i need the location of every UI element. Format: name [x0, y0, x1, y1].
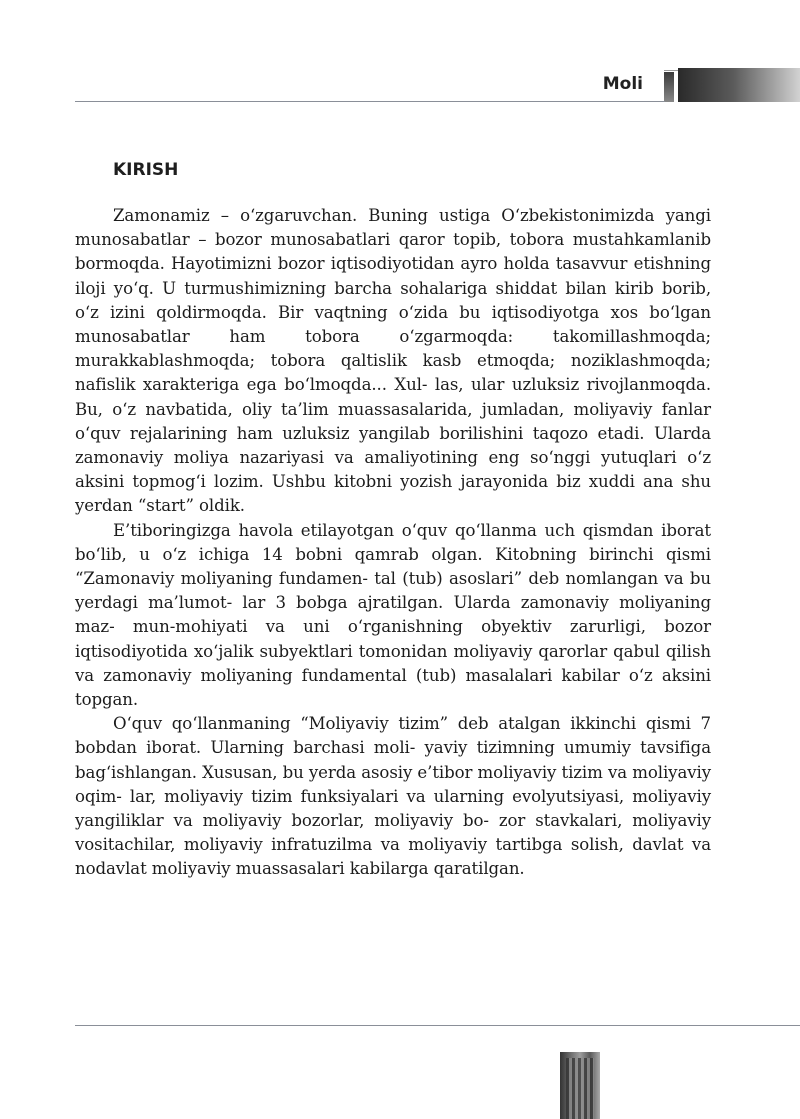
- running-title: Moli: [602, 74, 643, 94]
- section-heading: KIRISH: [113, 160, 179, 180]
- header-rule: [75, 101, 665, 102]
- footer-rule: [75, 1025, 800, 1026]
- paragraph: Zamonamiz – o‘zgaruvchan. Buning ustiga O‘zbekistonimizda yangi munosabatlar – bozor munosabatlari qaror topib, tobora mustahkamlanib bormoqda. Hayotimizni bozor iqtisodiyotidan ayro holda tasavvur etishning iloji yo‘q. U turmushimizning barcha sohalariga shiddat bilan kirib borib, o‘z izini qoldirmoqda. Bir vaqtning o‘zida bu iqtisodiyotga xos bo‘lgan munosabatlar ham tobora o‘zgarmoqda: takomillashmoqda; murakkablashmoqda; tobora qaltislik kasb etmoqda; noziklashmoqda; nafislik xarakteriga ega bo‘lmoqda... Xul- las, ular uzluksiz rivojlanmoqda. Bu, o‘z navbatida, oliy ta’lim muassasalarida, jumladan, moliyaviy fanlar o‘quv rejalarining ham uzluksiz yangilab borilishini taqozo etadi. Ularda zamonaviy moliya nazariyasi va amaliyotining eng so‘nggi yutuqlari o‘z aksini topmog‘i lozim. Ushbu kitobni yozish jarayonida biz xuddi ana shu yerdan “start” oldik.: [75, 206, 711, 516]
- paragraph: O‘quv qo‘llanmaning “Moliyaviy tizim” deb atalgan ikkinchi qismi 7 bobdan iborat. Ularning barchasi moli- yaviy tizimning umumiy tavsifiga bag‘ishlangan. Xususan, bu yerda asosiy e’tibor moliyaviy tizim va moliyaviy oqim- lar, moliyaviy tizim funksiyalari va ularning evolyutsiyasi, moliyaviy yangiliklar va moliyaviy bozorlar, moliyaviy bo- zor stavkalari, moliyaviy vositachilar, moliyaviy infratuzilma va moliyaviy tartibga solish, davlat va nodavlat moliyaviy muassasalari kabilarga qaratilgan.: [75, 714, 711, 879]
- footer-page-tab: [560, 1052, 600, 1119]
- body-text: [75, 204, 711, 882]
- header-gradient-bar: [678, 68, 800, 102]
- paragraph: E’tiboringizga havola etilayotgan o‘quv qo‘llanma uch qismdan iborat bo‘lib, u o‘z ichiga 14 bobni qamrab olgan. Kitobning birinchi qismi “Zamonaviy moliyaning fundamen- tal (tub) asoslari” deb nomlangan va bu yerdagi ma’lumot- lar 3 bobga ajratilgan. Ularda zamonaviy moliyaning maz- mun-mohiyati va uni o‘rganishning obyektiv zarurligi, bozor iqtisodiyotida xo‘jalik subyektlari tomonidan moliyaviy qarorlar qabul qilish va zamonaviy moliyaning fundamental (tub) masalalari kabilar o‘z aksini topgan.: [75, 520, 711, 710]
